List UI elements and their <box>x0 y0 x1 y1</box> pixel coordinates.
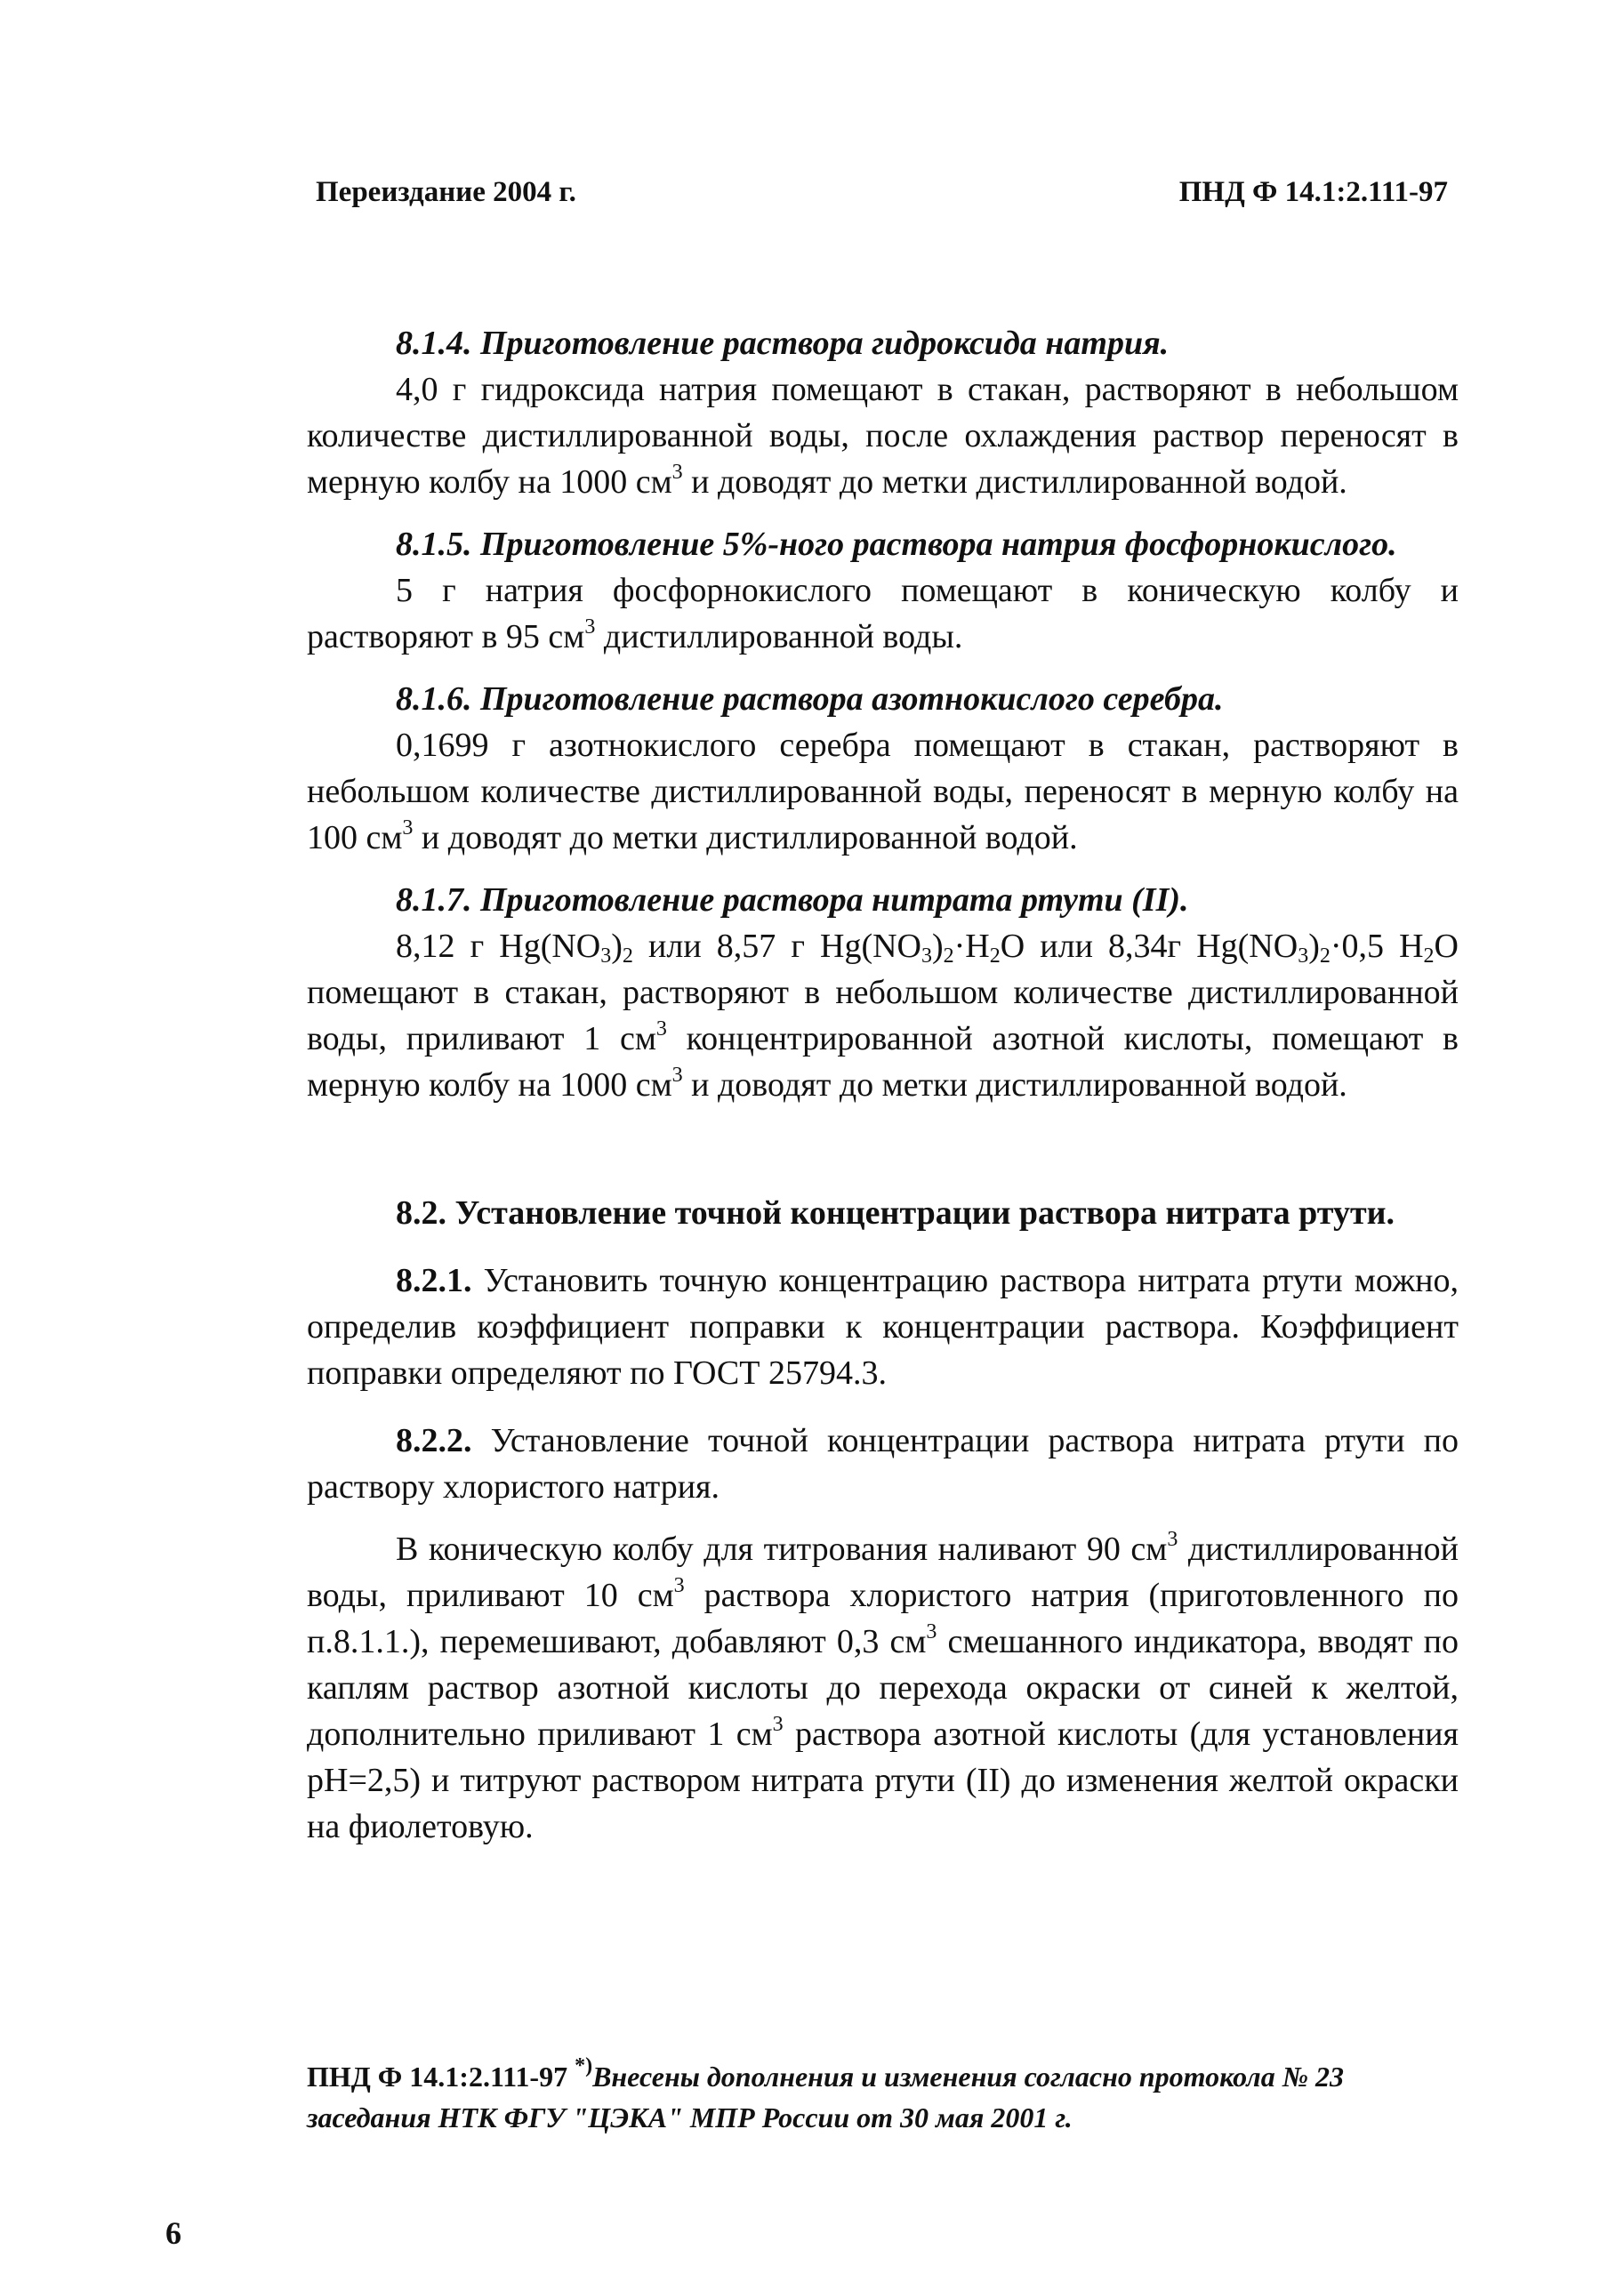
section-8-1-4-title: 8.1.4. Приготовление раствора гидроксида натрия. <box>396 325 1170 362</box>
section-8-2-title: 8.2. Установление точной концентрации раствора нитрата ртути. <box>396 1194 1395 1232</box>
section-8-1-5-body: 5 г натрия фосфорнокислого помещают в коническую колбу и растворяют в 95 $см^3$ дистиллированной воды. <box>307 572 1459 655</box>
section-8-2-2-body: 8.2.2. Установление точной концентрации раствора нитрата ртути по раствору хлористого натрия. <box>307 1422 1459 1506</box>
section-8-1-6-title: 8.1.6. Приготовление раствора азотнокислого серебра. <box>396 680 1224 718</box>
section-number: 8.2.1. <box>396 1262 472 1299</box>
section-8-2-1-body: 8.2.1. Установить точную концентрацию раствора нитрата ртути можно, определив коэффициент поправки к концентрации раствора. Коэффициент поправки определяют по ГОСТ 25794.3. <box>307 1262 1459 1392</box>
reissue-label: Переиздание 2004 г. <box>316 176 576 208</box>
footnote-code: ПНД Ф 14.1:2.111-97 <box>307 2061 568 2093</box>
document-code: ПНД Ф 14.1:2.111-97 <box>1178 176 1448 208</box>
section-8-1-6-body: 0,1699 г азотнокислого серебра помещают в стакан, растворяют в небольшом количестве дистиллированной воды, переносят в мерную колбу на 100 $см^3$ и доводят до метки дистиллированной водой. <box>307 727 1459 856</box>
titration-procedure-paragraph: В коническую колбу для титрования наливают 90 $см^3$ дистиллированной воды, приливают 10 $см^3$ раствора хлористого натрия (приготовленного по п.8.1.1.), перемешивают, добавляют 0,3 $см^3$ смешанного индикатора, вводят по каплям раствор азотной кислоты до перехода окраски от синей к желтой, дополнительно приливают 1 $см^3$ раствора азотной кислоты (для установления pH=2,5) и титруют раствором нитрата ртути (II) до изменения желтой окраски на фиолетовую. <box>307 1528 1459 1845</box>
section-number: 8.2.2. <box>396 1422 472 1459</box>
main-content <box>307 320 1459 1850</box>
footnote-mark: *) <box>575 2054 593 2077</box>
section-8-1-7-body: 8,12 г $Hg(NO_3)_2$ или 8,57 г $Hg(NO_3)_2\cdot H_2O$ или 8,34г $Hg(NO_3)_2\cdot 0,5$ $H_2O$ помещают в стакан, растворяют в небольшом количестве дистиллированной воды, приливают 1 $см^3$ концентрированной азотной кислоты, помещают в мерную колбу на 1000 $см^3$ и доводят до метки дистиллированной водой. <box>307 928 1459 1104</box>
footnote-text: Внесены дополнения и изменения согласно протокола № 23 заседания НТК ФГУ "ЦЭКА" МПР России от 30 мая 2001 г. <box>307 2061 1344 2133</box>
footnote <box>307 2056 1454 2138</box>
section-8-1-7-title: 8.1.7. Приготовление раствора нитрата ртути (II). <box>396 881 1189 919</box>
page-number: 6 <box>165 2215 181 2251</box>
section-8-1-5-title: 8.1.5. Приготовление 5%-ного раствора натрия фосфорнокислого. <box>396 526 1397 563</box>
section-8-1-4-body: 4,0 г гидроксида натрия помещают в стакан, растворяют в небольшом количестве дистиллированной воды, после охлаждения раствор переносят в мерную колбу на 1000 $см^3$ и доводят до метки дистиллированной водой. <box>307 371 1459 501</box>
